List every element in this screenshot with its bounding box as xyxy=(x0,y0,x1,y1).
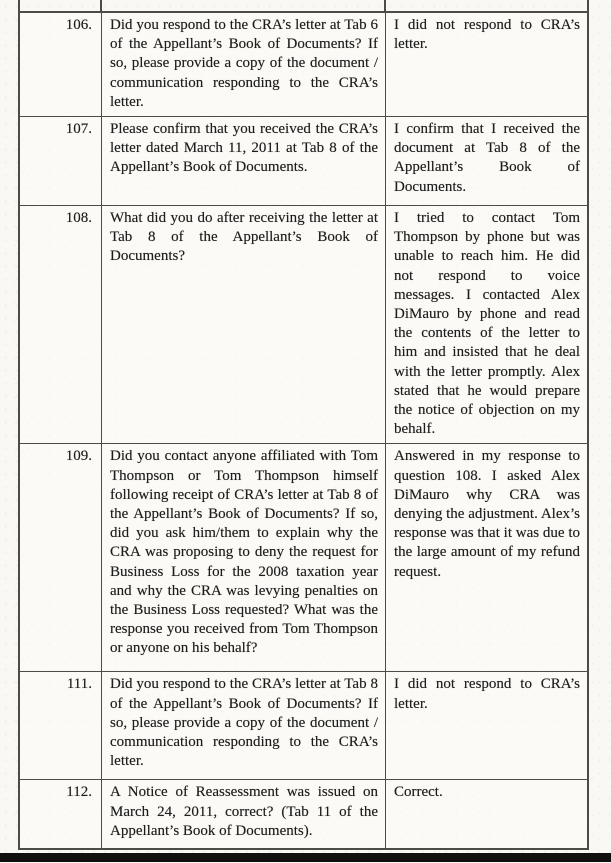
page-bottom-rule xyxy=(0,853,611,862)
answer-text: Answered in my response to question 108. I asked Alex DiMauro why CRA was denying the adjustment. Alex’s response was that it was due to the large amount of my refund request. xyxy=(394,448,580,580)
table-row xyxy=(20,205,587,443)
question-number: 106. xyxy=(20,13,102,116)
table-row xyxy=(20,116,587,205)
question-text: Did you respond to the CRA’s letter at Tab 8 of the Appellant’s Book of Documents? If so, please provide a copy of the document / communication responding to the CRA’s letter. xyxy=(102,672,386,779)
question-text: What did you do after receiving the letter at Tab 8 of the Appellant’s Book of Documents? xyxy=(102,206,386,443)
question-number: 111. xyxy=(20,672,102,779)
qa-table xyxy=(18,11,589,850)
answer-text: I did not respond to CRA’s letter. xyxy=(394,17,580,53)
table-row xyxy=(20,443,587,671)
answer-text: Correct. xyxy=(394,784,443,801)
question-number: 109. xyxy=(20,444,102,671)
question-text: Did you respond to the CRA’s letter at Tab 6 of the Appellant’s Book of Documents? If so, please provide a copy of the document / communication responding to the CRA’s letter. xyxy=(102,13,386,116)
question-text: A Notice of Reassessment was issued on March 24, 2011, correct? (Tab 11 of the Appellant’s Book of Documents). xyxy=(102,780,386,848)
table-row xyxy=(20,779,587,848)
question-number: 107. xyxy=(20,117,102,205)
answer-text: I did not respond to CRA’s letter. xyxy=(394,676,580,712)
question-number: 108. xyxy=(20,206,102,443)
table-row xyxy=(20,13,587,116)
table-row xyxy=(20,671,587,779)
answer-text: I tried to contact Tom Thompson by phone but was unable to reach him. He did not respond to voice messages. I contacted Alex DiMauro by phone and read the contents of the letter to him and insisted that he deal with the letter promptly. Alex stated that he would prepare the notice of objection on my behalf. xyxy=(394,210,580,438)
answer-text: I confirm that I received the document at Tab 8 of the Appellant’s Book of Documents. xyxy=(394,121,580,195)
question-text: Did you contact anyone affiliated with Tom Thompson or Tom Thompson himself following receipt of CRA’s letter at Tab 8 of the Appellant’s Book of Documents? If so, did you ask him/them to explain why the CRA was proposing to deny the request for Business Loss for the 2008 taxation year and why the CRA was levying penalties on the Business Loss requested? What was the response you received from Tom Thompson or anyone on his behalf? xyxy=(102,444,386,671)
question-number: 112. xyxy=(20,780,102,848)
question-text: Please confirm that you received the CRA’s letter dated March 11, 2011 at Tab 8 of the Appellant’s Book of Documents. xyxy=(102,117,386,205)
